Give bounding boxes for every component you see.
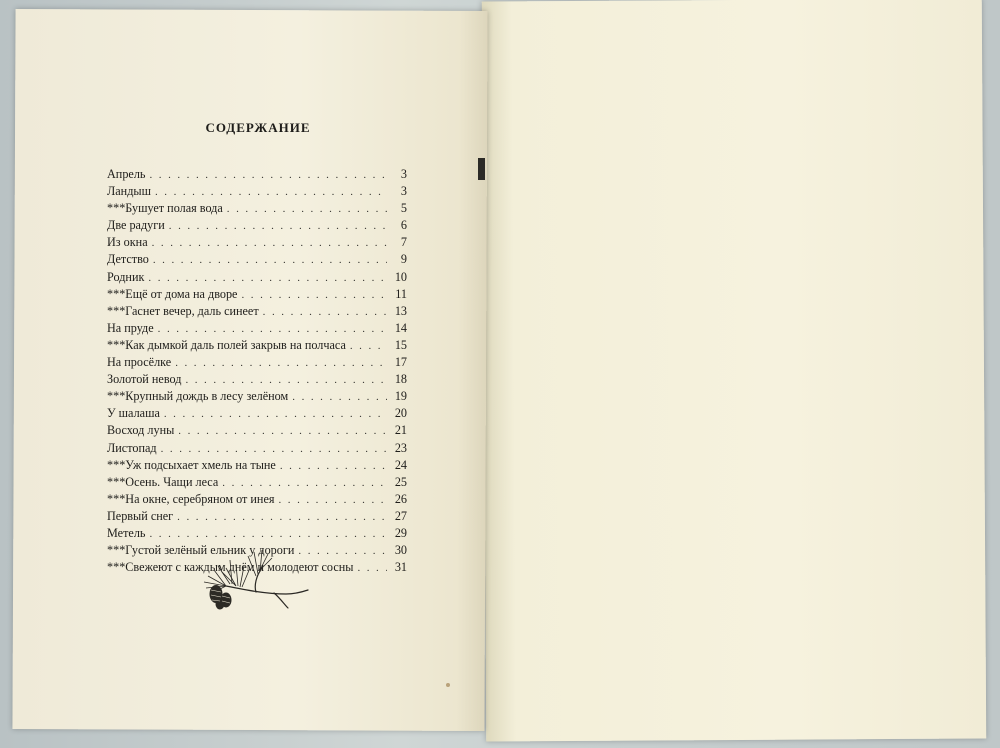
toc-entry — [107, 354, 407, 371]
toc-entry-page: 23 — [394, 440, 407, 455]
toc-entry-page: 9 — [400, 252, 407, 267]
toc-entry-page: 21 — [394, 423, 407, 438]
toc-entry-title: Из окна — [107, 235, 148, 250]
toc-entry-page: 6 — [400, 218, 407, 233]
toc-dot-leader — [353, 560, 387, 577]
toc-entry-page: 15 — [394, 337, 407, 352]
toc-entry-title: Листопад — [107, 440, 157, 455]
toc-entry-page: 14 — [394, 320, 407, 335]
toc-entry — [107, 371, 407, 388]
toc-entry — [107, 269, 407, 286]
toc-dot-leader — [157, 441, 387, 458]
toc-entry-title: ***Густой зелёный ельник у дороги — [107, 543, 295, 558]
toc-entry-page: 20 — [394, 406, 407, 421]
toc-entry-page: 7 — [400, 235, 407, 250]
toc-entry-page: 5 — [400, 201, 407, 216]
toc-entry-title: Две радуги — [107, 218, 165, 233]
toc-dot-leader — [274, 492, 387, 509]
toc-entry-page: 31 — [394, 560, 407, 575]
toc-dot-leader — [171, 355, 387, 372]
toc-entry-page: 24 — [394, 457, 407, 472]
toc-dot-leader — [181, 372, 387, 389]
toc-dot-leader — [144, 270, 387, 287]
toc-dot-leader — [173, 509, 387, 526]
toc-dot-leader — [223, 201, 387, 218]
toc-entry-title: Золотой невод — [107, 372, 182, 387]
toc-entry-title: Первый снег — [107, 508, 174, 523]
toc-entry — [107, 405, 407, 422]
toc-dot-leader — [174, 423, 387, 440]
toc-entry-title: ***Бушует полая вода — [107, 201, 223, 216]
toc-entry-title: ***Свежеют с каждым днём и молодеют сосны — [107, 560, 354, 575]
toc-dot-leader — [145, 167, 387, 184]
toc-entry — [107, 508, 407, 525]
toc-dot-leader — [165, 218, 387, 235]
table-of-contents — [107, 166, 407, 576]
toc-entry-page: 18 — [394, 372, 407, 387]
toc-entry — [107, 251, 407, 268]
toc-entry-page: 11 — [395, 286, 407, 301]
toc-entry — [107, 234, 407, 251]
toc-dot-leader — [218, 475, 387, 492]
toc-entry-page: 17 — [394, 355, 407, 370]
toc-entry-page: 25 — [394, 474, 407, 489]
toc-entry-title: ***Как дымкой даль полей закрыв на полчаса — [107, 337, 346, 352]
toc-entry-title: Апрель — [107, 167, 146, 181]
toc-dot-leader — [148, 235, 387, 252]
toc-dot-leader — [154, 321, 387, 338]
paper-speck — [446, 683, 450, 687]
pine-branch-with-cones-icon — [196, 546, 312, 612]
toc-entry-title: У шалаша — [107, 406, 160, 421]
toc-entry-page: 27 — [394, 508, 407, 523]
toc-entry — [107, 217, 407, 234]
toc-entry-page: 19 — [394, 389, 407, 404]
toc-entry-page: 13 — [394, 303, 407, 318]
toc-dot-leader — [288, 389, 387, 406]
toc-entry — [107, 337, 407, 354]
toc-entry — [107, 388, 407, 405]
toc-dot-leader — [160, 406, 387, 423]
toc-entry — [107, 422, 407, 439]
toc-entry-title: Восход луны — [107, 423, 175, 438]
toc-entry-title: ***На окне, серебряном от инея — [107, 491, 275, 506]
toc-entry-page: 30 — [394, 543, 407, 558]
toc-dot-leader — [259, 304, 387, 321]
toc-entry-title: ***Гаснет вечер, даль синеет — [107, 303, 259, 318]
toc-dot-leader — [149, 252, 387, 269]
toc-entry — [107, 491, 407, 508]
toc-entry-title: ***Ещё от дома на дворе — [107, 286, 238, 301]
toc-entry — [107, 320, 407, 337]
toc-entry — [107, 303, 407, 320]
page-title: СОДЕРЖАНИЕ — [205, 120, 311, 135]
toc-entry-page: 10 — [394, 269, 407, 284]
toc-entry-title: ***Крупный дождь в лесу зелёном — [107, 389, 289, 404]
toc-entry — [107, 166, 407, 183]
toc-entry-title: Детство — [107, 252, 149, 267]
toc-entry — [107, 525, 407, 542]
toc-entry — [107, 183, 407, 200]
toc-entry-title: ***Осень. Чащи леса — [107, 474, 219, 489]
toc-entry-title: ***Уж подсыхает хмель на тыне — [107, 457, 276, 472]
toc-entry-title: На пруде — [107, 320, 154, 335]
toc-entry — [107, 457, 407, 474]
toc-dot-leader — [346, 338, 387, 355]
toc-entry — [107, 440, 407, 457]
toc-entry-title: Метель — [107, 525, 146, 540]
toc-entry — [107, 474, 407, 491]
toc-dot-leader — [276, 458, 387, 475]
toc-entry — [107, 200, 407, 217]
toc-entry-title: На просёлке — [107, 355, 172, 370]
toc-entry-page: 3 — [400, 184, 407, 199]
toc-entry-title: Родник — [107, 269, 145, 284]
toc-entry-page: 26 — [394, 491, 407, 506]
toc-dot-leader — [151, 184, 387, 201]
gutter-mark — [478, 158, 485, 180]
toc-dot-leader — [145, 526, 387, 543]
toc-entry-page: 29 — [394, 525, 407, 540]
toc-dot-leader — [237, 287, 387, 304]
right-page-blank — [482, 0, 987, 742]
toc-entry-page: 3 — [400, 167, 407, 181]
toc-entry — [107, 286, 407, 303]
toc-entry-title: Ландыш — [107, 184, 151, 199]
